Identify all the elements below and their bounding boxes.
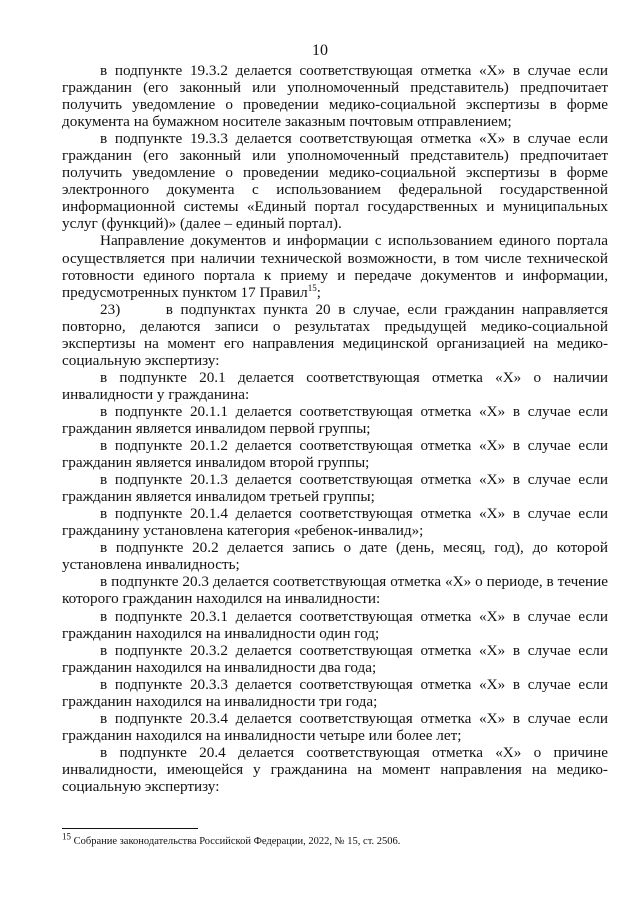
paragraph-text: Направление документов и информации с использованием единого портала осуществляется при наличии технической возможности, в том числе технической готовности единого портала к приему и передаче документов и информации, предусмотренных пунктом 17 Правил [62, 232, 608, 301]
paragraph: в подпункте 20.3.2 делается соответствующая отметка «Х» в случае если гражданин находился на инвалидности два года; [62, 641, 608, 676]
footnote-divider [62, 828, 198, 829]
paragraph: 23) в подпунктах пункта 20 в случае, если гражданин направляется повторно, делаются записи о результатах предыдущей медико-социальной экспертизы на момент его направления медицинской организацией на медико-социальную экспертизу: [62, 300, 612, 369]
footnote-reference: 15 [307, 282, 317, 293]
paragraph: в подпункте 19.3.3 делается соответствующая отметка «Х» в случае если гражданин (его законный или уполномоченный представитель) предпочитает получить уведомление о проведении медико-социальной экспертизы в форме электронного документа с использованием федеральной государственной информационной системы «Единый портал государственных и муниципальных услуг (функций)» (далее – единый портал). [62, 130, 608, 233]
paragraph: в подпункте 19.3.2 делается соответствующая отметка «Х» в случае если гражданин (его законный или уполномоченный представитель) предпочитает получить уведомление о проведении медико-социальной экспертизы в форме документа на бумажном носителе заказным почтовым отправлением; [62, 62, 608, 131]
footnote [62, 831, 608, 848]
paragraph-tail: ; [316, 283, 321, 301]
paragraph: в подпункте 20.1 делается соответствующая отметка «Х» о наличии инвалидности у гражданина: [62, 368, 608, 403]
paragraph: в подпункте 20.1.4 делается соответствующая отметка «Х» в случае если гражданину установлена категория «ребенок-инвалид»; [62, 505, 608, 540]
paragraph [62, 232, 608, 300]
paragraph: в подпункте 20.3.4 делается соответствующая отметка «Х» в случае если гражданин находился на инвалидности четыре или более лет; [62, 709, 608, 744]
footnote-marker: 15 [62, 831, 71, 842]
footnote-text: Собрание законодательства Российской Федерации, 2022, № 15, ст. 2506. [71, 836, 401, 847]
paragraph: в подпункте 20.3.1 делается соответствующая отметка «Х» в случае если гражданин находился на инвалидности один год; [62, 607, 608, 642]
document-body [62, 62, 612, 795]
paragraph: в подпункте 20.1.3 делается соответствующая отметка «Х» в случае если гражданин является инвалидом третьей группы; [62, 471, 608, 506]
paragraph: в подпункте 20.3.3 делается соответствующая отметка «Х» в случае если гражданин находился на инвалидности три года; [62, 675, 608, 710]
paragraph: в подпункте 20.1.1 делается соответствующая отметка «Х» в случае если гражданин является инвалидом первой группы; [62, 402, 608, 437]
paragraph: в подпункте 20.4 делается соответствующая отметка «Х» о причине инвалидности, имеющейся у гражданина на момент направления на медико-социальную экспертизу: [62, 743, 608, 795]
paragraph: в подпункте 20.3 делается соответствующая отметка «Х» о периоде, в течение которого гражданин находился на инвалидности: [62, 573, 608, 608]
paragraph: в подпункте 20.2 делается запись о дате (день, месяц, год), до которой установлена инвалидность; [62, 539, 608, 574]
paragraph: в подпункте 20.1.2 делается соответствующая отметка «Х» в случае если гражданин является инвалидом второй группы; [62, 437, 608, 472]
page-number: 10 [312, 42, 328, 59]
